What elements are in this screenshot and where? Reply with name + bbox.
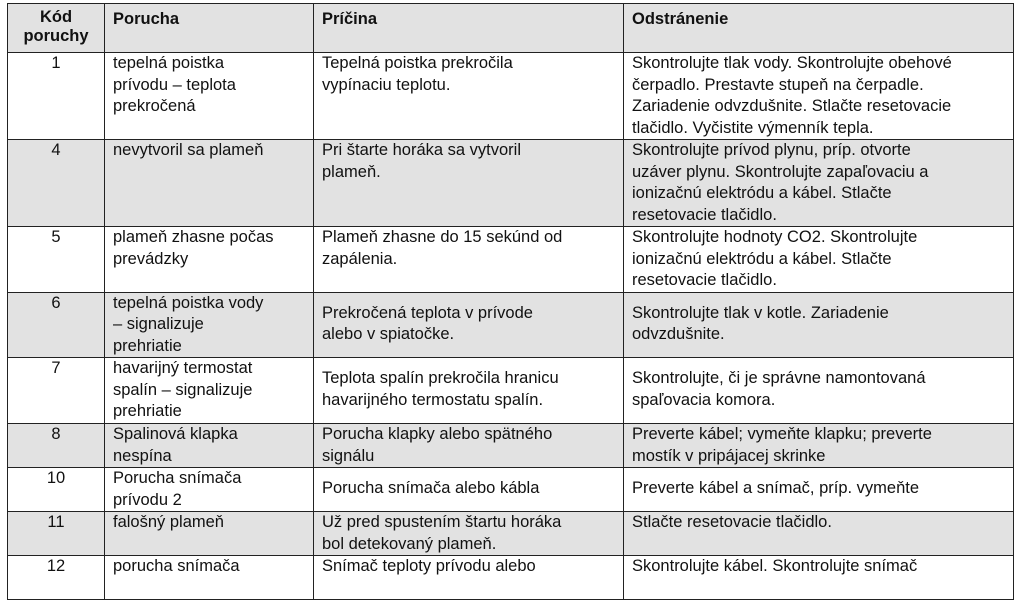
fault-code-cell: 7 bbox=[8, 358, 105, 424]
table-row bbox=[8, 140, 1014, 227]
header-fault-code: Kód poruchy bbox=[8, 4, 105, 53]
fault-code-cell: 10 bbox=[8, 468, 105, 512]
fault-code-cell: 6 bbox=[8, 292, 105, 358]
table-row bbox=[8, 53, 1014, 140]
fault-code-cell: 11 bbox=[8, 512, 105, 556]
fault-code-cell: 1 bbox=[8, 53, 105, 140]
remedy-cell: Skontrolujte tlak vody. Skontrolujte obehové čerpadlo. Prestavte stupeň na čerpadle. Zariadenie odvzdušnite. Stlačte resetovacie tlačidlo. Vyčistite výmenník tepla. bbox=[624, 53, 1014, 140]
remedy-cell: Skontrolujte hodnoty CO2. Skontrolujte ionizačnú elektródu a kábel. Stlačte resetovacie tlačidlo. bbox=[624, 227, 1014, 293]
fault-cell: nevytvoril sa plameň bbox=[105, 140, 314, 227]
cause-cell: Prekročená teplota v prívode alebo v spiatočke. bbox=[314, 292, 624, 358]
remedy-cell: Skontrolujte, či je správne namontovaná spaľovacia komora. bbox=[624, 358, 1014, 424]
fault-cell: falošný plameň bbox=[105, 512, 314, 556]
fault-cell: plameň zhasne počas prevádzky bbox=[105, 227, 314, 293]
fault-code-cell: 8 bbox=[8, 424, 105, 468]
remedy-cell: Preverte kábel; vymeňte klapku; preverte mostík v pripájacej skrinke bbox=[624, 424, 1014, 468]
table-row bbox=[8, 468, 1014, 512]
remedy-cell: Preverte kábel a snímač, príp. vymeňte bbox=[624, 468, 1014, 512]
table-header-row bbox=[8, 4, 1014, 53]
cause-cell: Porucha snímača alebo kábla bbox=[314, 468, 624, 512]
header-fault: Porucha bbox=[105, 4, 314, 53]
cause-cell: Tepelná poistka prekročila vypínaciu teplotu. bbox=[314, 53, 624, 140]
fault-codes-table bbox=[7, 3, 1014, 600]
cause-cell: Porucha klapky alebo spätného signálu bbox=[314, 424, 624, 468]
fault-code-cell: 4 bbox=[8, 140, 105, 227]
cause-cell: Teplota spalín prekročila hranicu havarijného termostatu spalín. bbox=[314, 358, 624, 424]
cause-cell: Pri štarte horáka sa vytvoril plameň. bbox=[314, 140, 624, 227]
cause-cell: Už pred spustením štartu horáka bol detekovaný plameň. bbox=[314, 512, 624, 556]
remedy-cell: Stlačte resetovacie tlačidlo. bbox=[624, 512, 1014, 556]
header-remedy: Odstránenie bbox=[624, 4, 1014, 53]
remedy-cell: Skontrolujte prívod plynu, príp. otvorte uzáver plynu. Skontrolujte zapaľovaciu a ionizačnú elektródu a kábel. Stlačte resetovacie tlačidlo. bbox=[624, 140, 1014, 227]
fault-cell: porucha snímača bbox=[105, 556, 314, 600]
fault-cell: Porucha snímača prívodu 2 bbox=[105, 468, 314, 512]
remedy-cell: Skontrolujte kábel. Skontrolujte snímač bbox=[624, 556, 1014, 600]
table-row bbox=[8, 512, 1014, 556]
table-row bbox=[8, 292, 1014, 358]
fault-cell: tepelná poistka vody – signalizuje prehriatie bbox=[105, 292, 314, 358]
table-row bbox=[8, 227, 1014, 293]
table-row bbox=[8, 358, 1014, 424]
header-cause: Príčina bbox=[314, 4, 624, 53]
table-row bbox=[8, 424, 1014, 468]
fault-cell: havarijný termostat spalín – signalizuje prehriatie bbox=[105, 358, 314, 424]
cause-cell: Plameň zhasne do 15 sekúnd od zapálenia. bbox=[314, 227, 624, 293]
fault-cell: tepelná poistka prívodu – teplota prekročená bbox=[105, 53, 314, 140]
fault-cell: Spalinová klapka nespína bbox=[105, 424, 314, 468]
table-row bbox=[8, 556, 1014, 600]
fault-code-cell: 5 bbox=[8, 227, 105, 293]
fault-table-container bbox=[7, 3, 1013, 600]
fault-code-cell: 12 bbox=[8, 556, 105, 600]
cause-cell: Snímač teploty prívodu alebo bbox=[314, 556, 624, 600]
remedy-cell: Skontrolujte tlak v kotle. Zariadenie odvzdušnite. bbox=[624, 292, 1014, 358]
